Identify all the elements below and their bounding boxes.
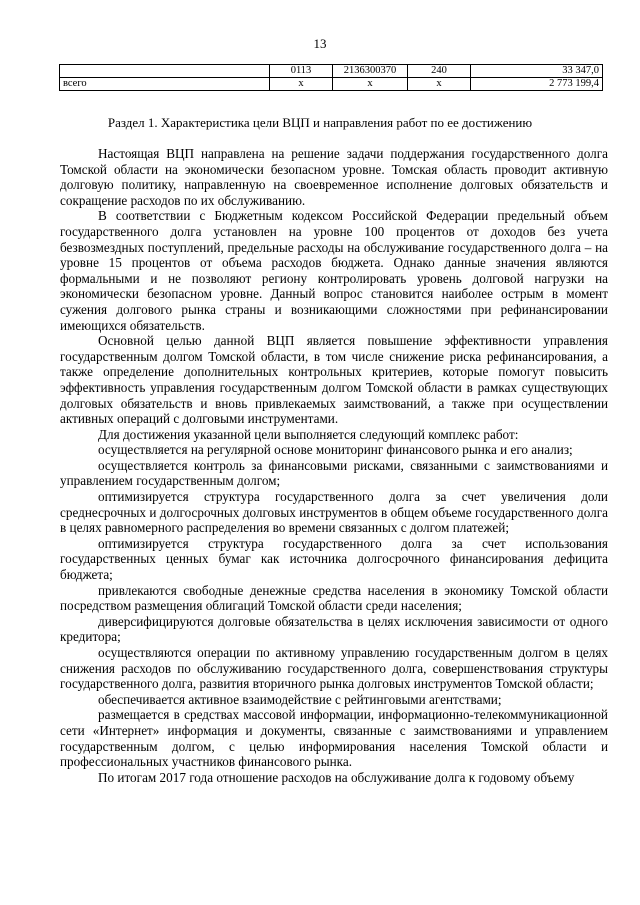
section-title: Раздел 1. Характеристика цели ВЦП и направления работ по ее достижению [107,115,533,130]
expenditure-table [59,64,603,91]
list-item: оптимизируется структура государственного долга за счет увеличения доли среднесрочных и долгосрочных долговых инструментов в общем объеме государственного долга в целях равномерного распределения во времени связанных с долгом платежей; [60,489,608,536]
paragraph: Основной целью данной ВЦП является повышение эффективности управления государственным долгом Томской области, в том числе снижение риска рефинансирования, а также определение дополнительных контрольных критериев, которые помогут повысить эффективность управления государственным долгом Томской области в рамках существующих долговых обязательств и вновь привлекаемых заимствований, а также при осуществлении активных операций с долговыми инструментами. [60,333,608,427]
list-item: осуществляется на регулярной основе мониторинг финансового рынка и его анализ; [98,442,573,458]
table-cell: х [270,78,333,91]
page-number: 13 [313,36,327,51]
list-item: обеспечивается активное взаимодействие с рейтинговыми агентствами; [98,691,502,707]
list-item: размещается в средствах массовой информации, информационно-телекоммуникационной сети «Интернет» информация и документы, связанные с заимствованиями и управлением государственным долгом, с целью информирования населения Томской области и профессиональных участников финансового рынка. [60,707,608,770]
paragraph: Настоящая ВЦП направлена на решение задачи поддержания государственного долга Томской области на экономически безопасном уровне. Томская область проводит активную долговую политику, направленную на своевременное исполнение долговых обязательств и сокращение расходов по их обслуживанию. [60,146,608,208]
paragraph: Для достижения указанной цели выполняется следующий комплекс работ: [98,426,519,442]
table-row [60,65,603,78]
table-cell: 33 347,0 [471,65,603,78]
list-item: привлекаются свободные денежные средства населения в экономику Томской области посредством размещения облигаций Томской области среди населения; [60,582,608,614]
table-cell: 240 [408,65,471,78]
table-cell [60,65,270,78]
body-text [60,146,608,785]
list-item: осуществляется контроль за финансовыми рисками, связанными с заимствованиями и управлением государственным долгом; [60,457,608,489]
table-cell: 0113 [270,65,333,78]
table-cell: х [333,78,408,91]
table-cell: х [408,78,471,91]
list-item: оптимизируется структура государственного долга за счет использования государственных ценных бумаг как источника долгосрочного финансирования дефицита бюджета; [60,535,608,583]
table-cell: всего [60,78,270,91]
table-cell: 2 773 199,4 [471,78,603,91]
table-row [60,78,603,91]
list-item: диверсифицируются долговые обязательства в целях исключения зависимости от одного кредитора; [60,613,608,645]
paragraph: По итогам 2017 года отношение расходов на обслуживание долга к годовому объему [98,769,575,785]
list-item: осуществляются операции по активному управлению государственным долгом в целях снижения расходов по обслуживанию государственного долга, совершенствования структуры государственного долга, развития вторичного рынка долговых инструментов Томской области; [60,645,608,692]
table-cell: 2136300370 [333,65,408,78]
paragraph: В соответствии с Бюджетным кодексом Российской Федерации предельный объем государственного долга установлен на уровне 100 процентов от доходов без учета безвозмездных поступлений, предельные расходы на обслуживание государственного долга – на уровне 15 процентов от объема расходов бюджета. Однако данные значения являются формальными и не позволяют региону контролировать уровень долговой нагрузки на экономически безопасном уровне. Данный вопрос становится наиболее острым в момент сужения долгового рынка страны и возникающими сложностями при рефинансировании имеющихся обязательств. [60,208,608,333]
